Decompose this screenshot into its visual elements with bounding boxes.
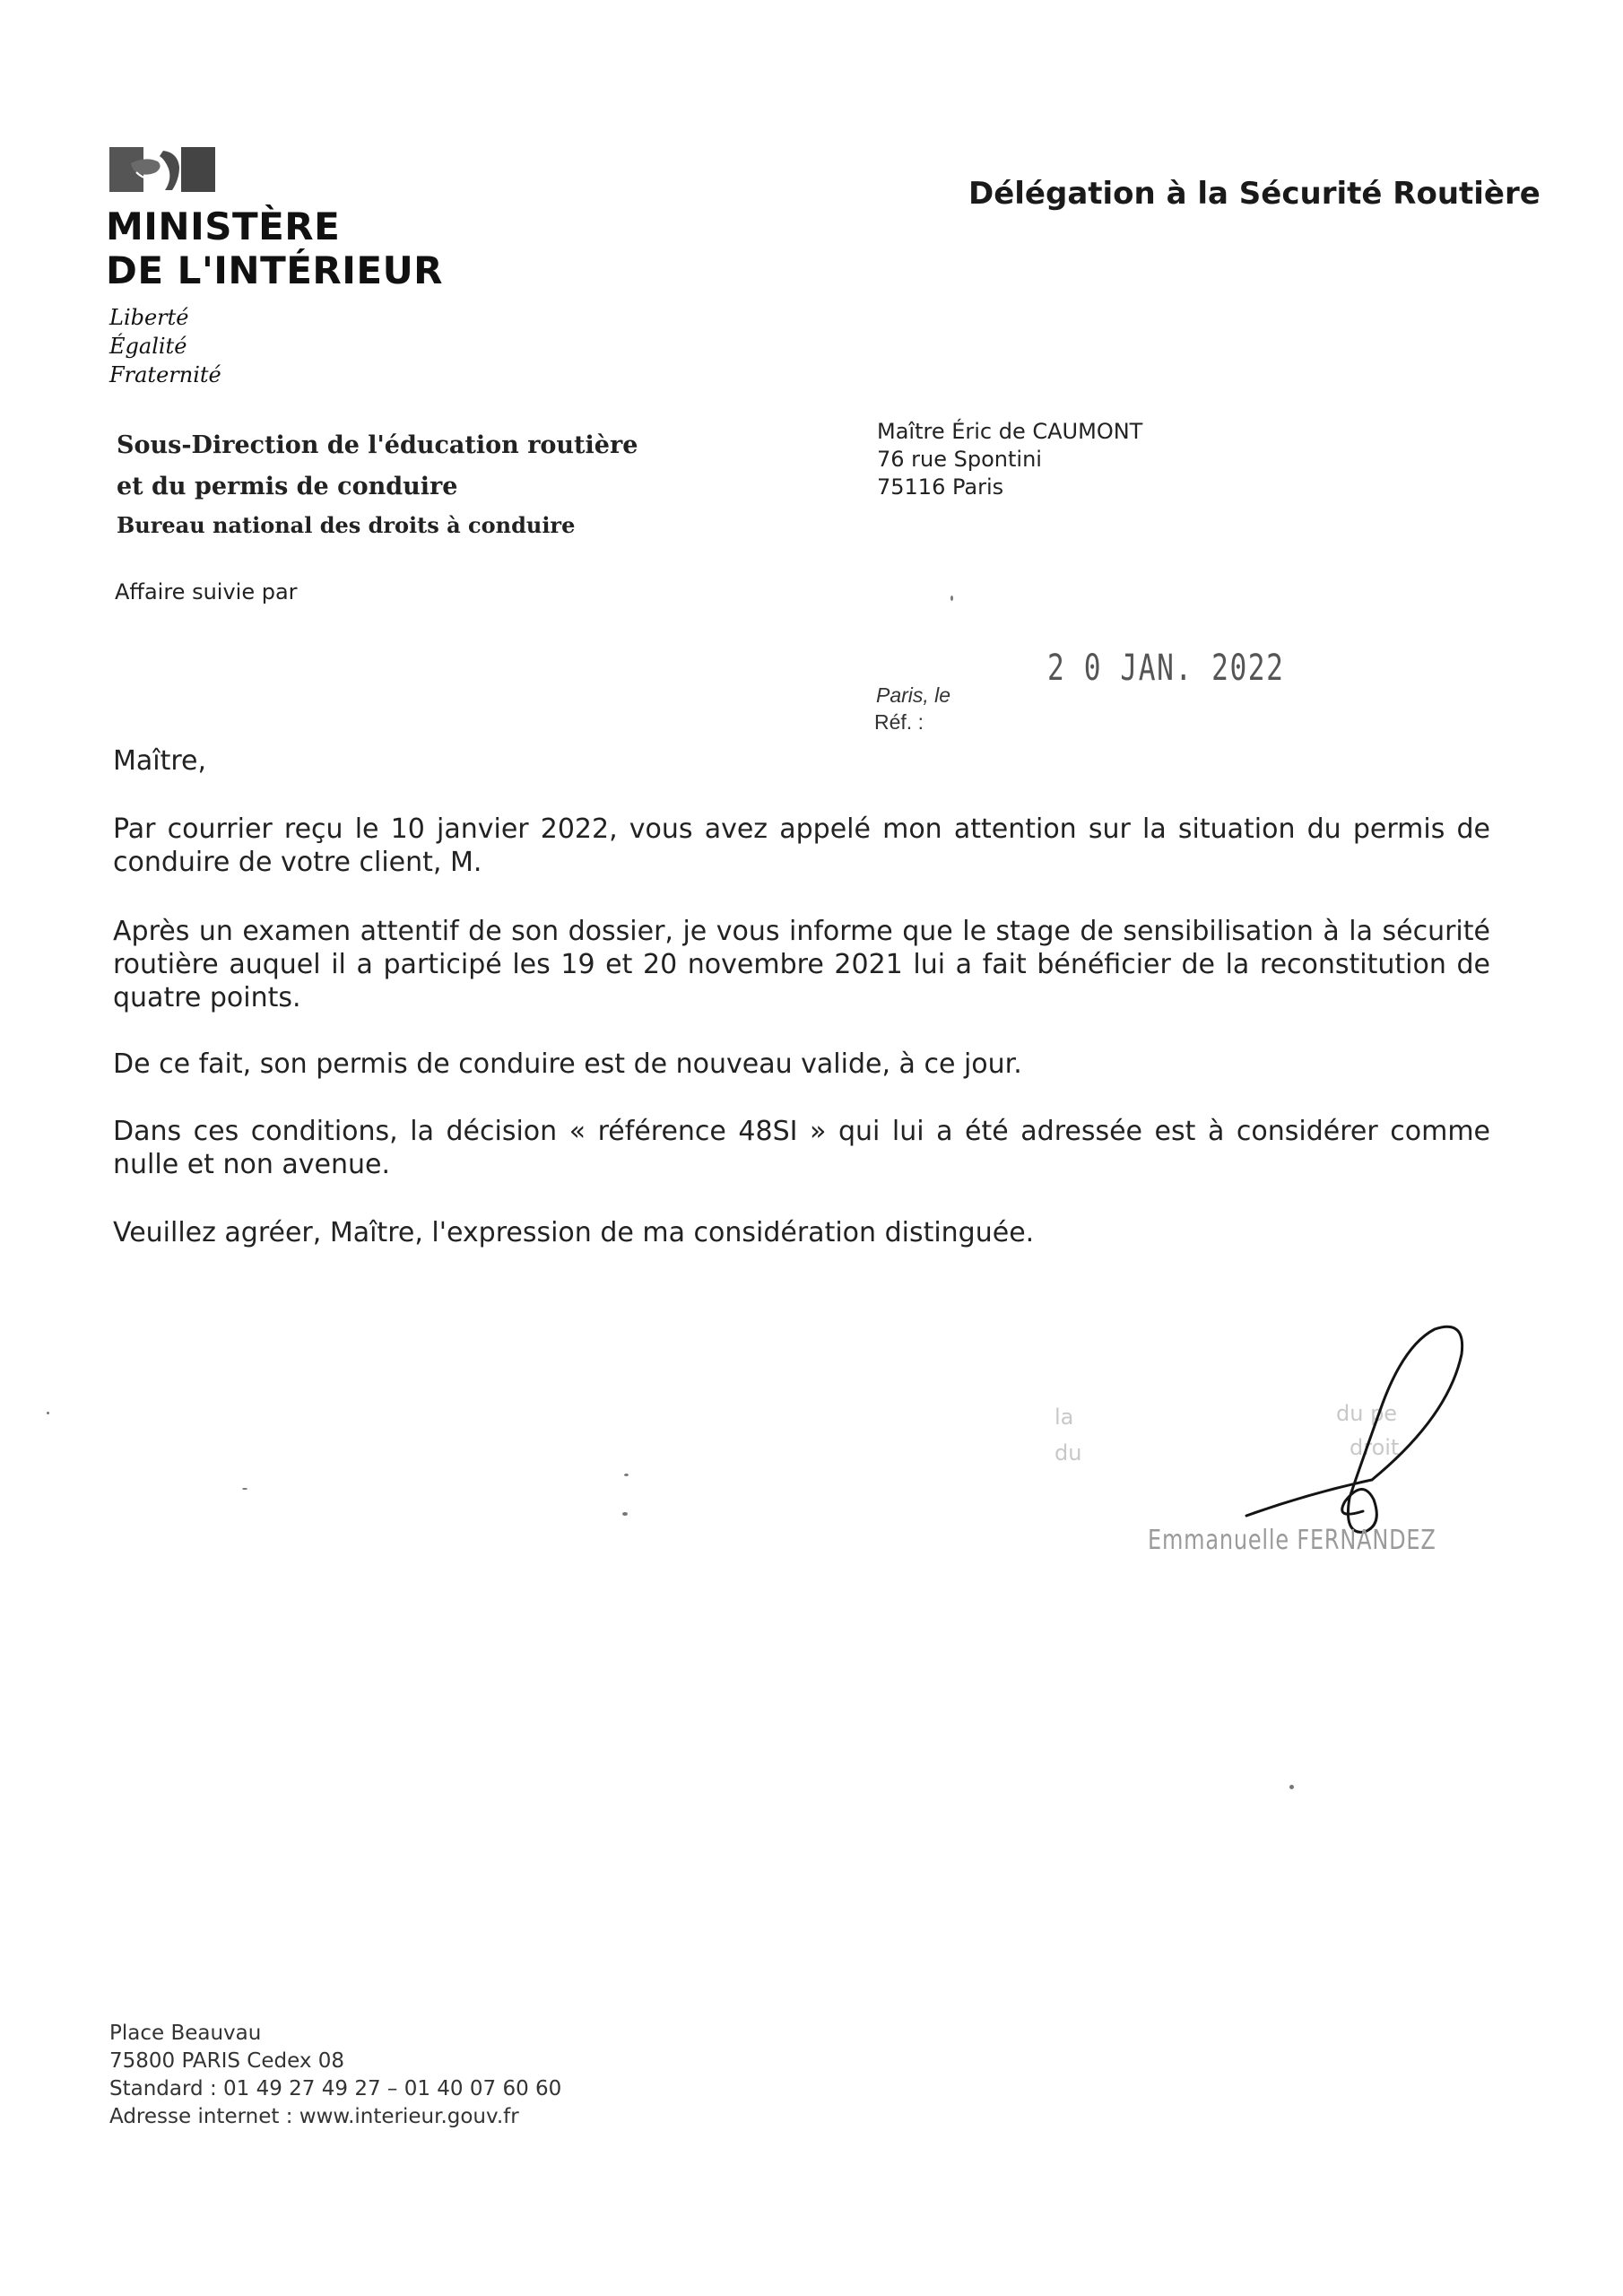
motto-liberte: Liberté [109,305,189,330]
paragraph-2: Après un examen attentif de son dossier, je vous informe que le stage de sensibilisation à la sécurité routière auquel il a participé les 19 et 20 novembre 2021 lui a fait bénéficier de la reconstitution de quatre points. [113,916,1490,1013]
affaire-label: Affaire suivie par [115,579,298,604]
marianne-logo [109,147,215,192]
ministry-name [106,204,443,292]
faded-stamp-text-2: du [1055,1440,1082,1465]
scan-speck [950,596,953,601]
paragraph-3: De ce fait, son permis de conduire est de nouveau valide, à ce jour. [113,1048,1022,1080]
place-label: Paris, le [876,683,951,707]
delegation-heading: Délégation à la Sécurité Routière [968,176,1541,212]
recipient-name: Maître Éric de CAUMONT [877,419,1143,444]
service-line-2: et du permis de conduire [117,473,458,500]
service-line-1: Sous-Direction de l'éducation routière [117,431,638,459]
scan-speck [622,1512,628,1516]
ministry-line-2: DE L'INTÉRIEUR [106,248,444,292]
scan-speck [624,1474,629,1476]
scan-speck [1289,1785,1294,1789]
scan-speck [47,1412,49,1414]
faded-stamp-text-4: droit [1350,1435,1400,1460]
footer-line-4: Adresse internet : www.interieur.gouv.fr [109,2105,519,2128]
scan-speck [242,1488,247,1490]
signature-block [1040,1309,1578,1578]
footer-line-1: Place Beauvau [109,2022,262,2045]
closing-formula: Veuillez agréer, Maître, l'expression de ma considération distinguée. [113,1217,1035,1248]
reference-label: Réf. : [874,710,924,734]
paragraph-4: Dans ces conditions, la décision « référence 48SI » qui lui a été adressée est à considérer comme nulle et non avenue. [113,1116,1490,1180]
signatory-name: Emmanuelle FERNANDEZ [1148,1525,1436,1556]
recipient-city: 75116 Paris [877,474,1004,500]
footer-line-2: 75800 PARIS Cedex 08 [109,2049,345,2073]
recipient-street: 76 rue Spontini [877,447,1042,472]
recipient-address [877,418,1142,501]
motto-fraternite: Fraternité [109,362,221,387]
paragraph-1: Par courrier reçu le 10 janvier 2022, vous avez appelé mon attention sur la situation du permis de conduire de votre client, M. [113,813,1490,878]
service-line-3: Bureau national des droits à conduire [117,512,576,538]
motto-egalite: Égalité [109,334,187,359]
marianne-logo-icon [109,147,215,192]
faded-stamp-text-3: du pe [1336,1401,1398,1426]
ministry-line-1: MINISTÈRE [106,204,341,248]
salutation: Maître, [113,745,207,777]
faded-stamp-text-1: la [1055,1405,1074,1430]
service-block [117,425,638,544]
footer-address [109,2020,561,2131]
republic-motto [109,303,221,389]
date-stamp: 2 0 JAN. 2022 [1047,648,1285,689]
footer-line-3: Standard : 01 49 27 49 27 – 01 40 07 60 60 [109,2077,562,2100]
